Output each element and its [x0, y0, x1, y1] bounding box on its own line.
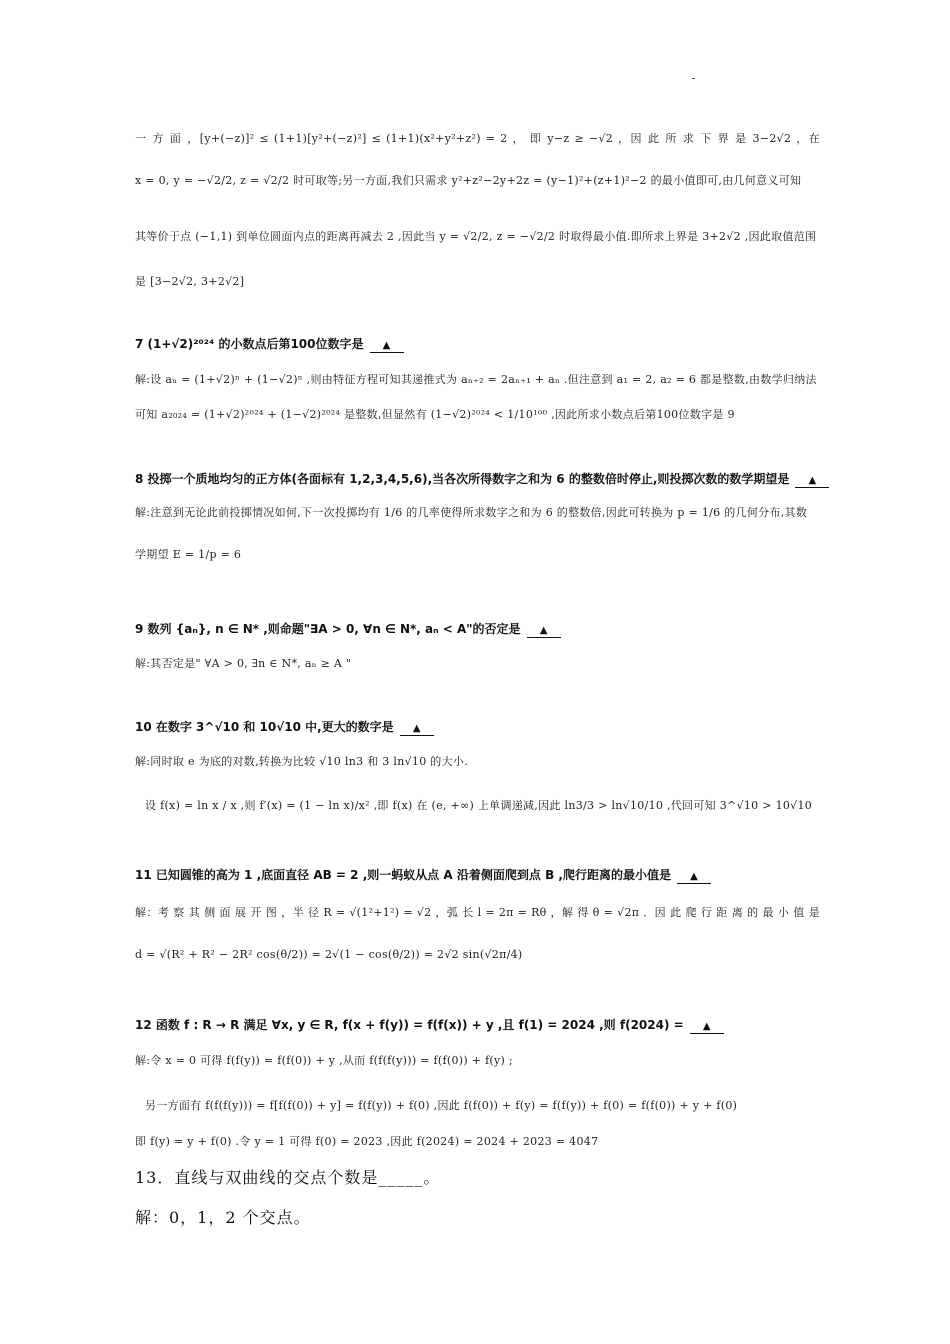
question-11	[135, 866, 820, 884]
question-10	[135, 718, 820, 736]
question-7-blank: ▲	[370, 340, 404, 353]
question-12	[135, 1016, 820, 1034]
prev-solution-line-4: 是 [3−2√2, 3+2√2]	[135, 275, 245, 288]
prev-solution-line-3: 其等价于点 (−1,1) 到单位圆面内点的距离再减去 2 ,因此当 y = √2/2, z = −√2/2 时取得最小值.即所求上界是 3+2√2 ,因此取值范围	[135, 230, 817, 243]
question-10-text: 10 在数字 3^√10 和 10√10 中,更大的数字是	[135, 720, 394, 734]
question-7	[135, 335, 820, 353]
question-8-text: 8 投掷一个质地均匀的正方体(各面标有 1,2,3,4,5,6),当各次所得数字之和为 6 的整数倍时停止,则投掷次数的数学期望是	[135, 472, 790, 486]
solution-12-line-1: 解:令 x = 0 可得 f(f(y)) = f(f(0)) + y ,从而 f(f(f(y))) = f(f(0)) + f(y) ;	[135, 1054, 513, 1067]
question-13: 13．直线与双曲线的交点个数是_____。	[135, 1168, 441, 1187]
solution-8-line-1: 解:注意到无论此前投掷情况如何,下一次投掷均有 1/6 的几率使得所求数字之和为 6 的整数倍,因此可转换为 p = 1/6 的几何分布,其数	[135, 506, 808, 519]
prev-solution-line-1: 一 方 面 ，[y+(−z)]² ≤ (1+1)[y²+(−z)²] ≤ (1+1)(x²+y²+z²) = 2 ， 即 y−z ≥ −√2 ，因 此 所 求 下 界 是 3−2√2 ，在	[135, 132, 820, 145]
question-8	[135, 470, 820, 488]
question-10-blank: ▲	[400, 723, 434, 736]
answer-13: 解：0，1，2 个交点。	[135, 1208, 311, 1227]
page-mark	[692, 78, 695, 79]
solution-10-line-2: 设 f(x) = ln x / x ,则 f′(x) = (1 − ln x)/x² ,即 f(x) 在 (e, +∞) 上单调递减,因此 ln3/3 > ln√10/10 ,代回可知 3^√10 > 10√10	[145, 799, 813, 812]
question-11-text: 11 已知圆锥的高为 1 ,底面直径 AB = 2 ,则一蚂蚁从点 A 沿着侧面爬到点 B ,爬行距离的最小值是	[135, 868, 671, 882]
question-11-blank: ▲	[677, 871, 711, 884]
solution-10-line-1: 解:同时取 e 为底的对数,转换为比较 √10 ln3 和 3 ln√10 的大小.	[135, 755, 468, 768]
solution-11-line-2: d = √(R² + R² − 2R² cos(θ/2)) = 2√(1 − cos(θ/2)) = 2√2 sin(√2π/4)	[135, 948, 523, 961]
question-12-text: 12 函数 f : R → R 满足 ∀x, y ∈ R, f(x + f(y)) = f(f(x)) + y ,且 f(1) = 2024 ,则 f(2024) =	[135, 1018, 684, 1032]
question-9	[135, 620, 820, 638]
prev-solution-line-2: x = 0, y = −√2/2, z = √2/2 时可取等;另一方面,我们只需求 y²+z²−2y+2z = (y−1)²+(z+1)²−2 的最小值即可,由几何意义可知	[135, 174, 802, 187]
solution-9-line-1: 解:其否定是" ∀A > 0, ∃n ∈ N*, aₙ ≥ A "	[135, 657, 352, 670]
solution-12-line-3: 即 f(y) = y + f(0) .令 y = 1 可得 f(0) = 2023 ,因此 f(2024) = 2024 + 2023 = 4047	[135, 1135, 599, 1148]
question-7-text: 7 (1+√2)²⁰²⁴ 的小数点后第100位数字是	[135, 337, 364, 351]
question-9-text: 9 数列 {aₙ}, n ∈ N* ,则命题"∃A > 0, ∀n ∈ N*, aₙ < A"的否定是	[135, 622, 521, 636]
question-12-blank: ▲	[690, 1021, 724, 1034]
solution-7-line-2: 可知 a₂₀₂₄ = (1+√2)²⁰²⁴ + (1−√2)²⁰²⁴ 是整数,但显然有 (1−√2)²⁰²⁴ < 1/10¹⁰⁰ ,因此所求小数点后第100位数字是 9	[135, 408, 735, 421]
solution-8-line-2: 学期望 E = 1/p = 6	[135, 548, 242, 561]
solution-12-line-2: 另一方面有 f(f(f(y))) = f[f(f(0)) + y] = f(f(y)) + f(0) ,因此 f(f(0)) + f(y) = f(f(y)) + f(0) = f(f(0)) + y + f(0)	[145, 1099, 738, 1112]
solution-11-line-1: 解：考 察 其 侧 面 展 开 图 ，半 径 R = √(1²+1²) = √2 ，弧 长 l = 2π = Rθ ，解 得 θ = √2π ．因 此 爬 行 距 离 的 最 小 值 是	[135, 906, 820, 919]
question-8-blank: ▲	[795, 475, 829, 488]
solution-7-line-1: 解:设 aₙ = (1+√2)ⁿ + (1−√2)ⁿ ,则由特征方程可知其递推式为 aₙ₊₂ = 2aₙ₊₁ + aₙ .但注意到 a₁ = 2, a₂ = 6 都是整数,由数学归纳法	[135, 373, 817, 386]
question-9-blank: ▲	[527, 625, 561, 638]
